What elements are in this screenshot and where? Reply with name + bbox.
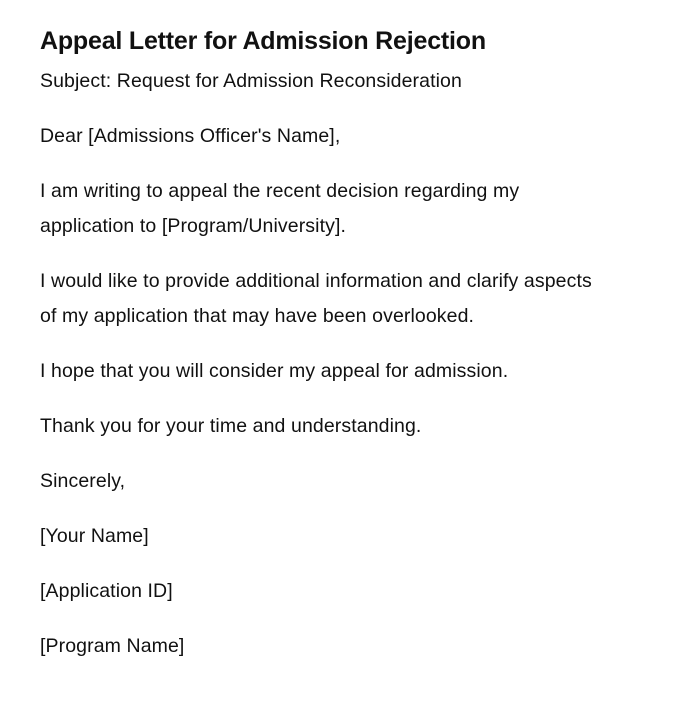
body-paragraph-hope: I hope that you will consider my appeal for admission. [40, 360, 509, 382]
signature-name: [Your Name] [40, 525, 149, 547]
signature-program-name: [Program Name] [40, 635, 185, 657]
body-paragraph-info: I would like to provide additional information and clarify aspects of my application that may have been overlooked. [40, 270, 592, 327]
body-paragraph-appeal: I am writing to appeal the recent decision regarding my application to [Program/University]. [40, 180, 520, 237]
salutation: Dear [Admissions Officer's Name], [40, 125, 341, 147]
page-title: Appeal Letter for Admission Rejection [40, 27, 486, 55]
signature-application-id: [Application ID] [40, 580, 173, 602]
letter-document [40, 24, 660, 684]
body-paragraph-thanks: Thank you for your time and understanding. [40, 415, 422, 437]
closing: Sincerely, [40, 470, 126, 492]
subject-line: Subject: Request for Admission Reconsideration [40, 70, 462, 92]
